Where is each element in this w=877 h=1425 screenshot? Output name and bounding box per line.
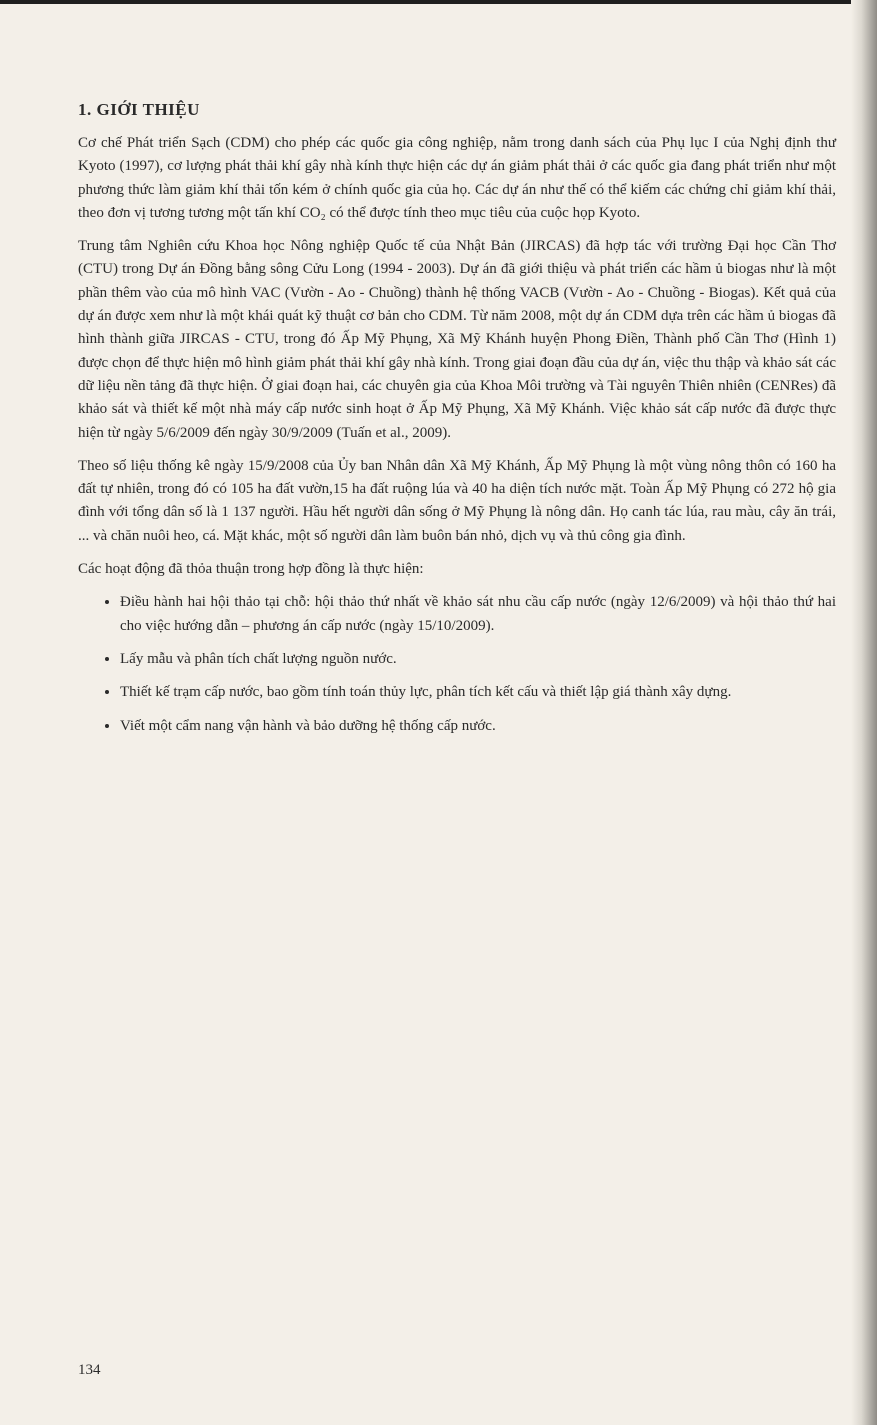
list-item: • Điều hành hai hội thảo tại chỗ: hội thảo thứ nhất về khảo sát nhu cầu cấp nước (ngày 12/6/2009) và hội thảo thứ hai cho việc hướng dẫn – phương án cấp nước (ngày 15/10/2009). [120, 591, 836, 638]
activity-list [78, 591, 836, 737]
paragraph-jircas: Trung tâm Nghiên cứu Khoa học Nông nghiệp Quốc tế của Nhật Bản (JIRCAS) đã hợp tác với trường Đại học Cần Thơ (CTU) trong Dự án Đồng bằng sông Cửu Long (1994 - 2003). Dự án đã giới thiệu và phát triển các hầm ủ biogas như là một phần thêm vào của mô hình VAC (Vườn - Ao - Chuồng) thành hệ thống VACB (Vườn - Ao - Chuồng - Biogas). Kết quả của dự án được xem như là một khái quát kỹ thuật cơ bản cho CDM. Từ năm 2008, một dự án CDM dựa trên các hầm ủ biogas đã hình thành giữa JIRCAS - CTU, trong đó Ấp Mỹ Phụng, Xã Mỹ Khánh huyện Phong Điền, Thành phố Cần Thơ (Hình 1) được chọn để thực hiện mô hình giảm phát thải khí gây nhà kính. Trong giai đoạn đầu của dự án, việc thu thập và khảo sát các dữ liệu nền tảng đã thực hiện. Ở giai đoạn hai, các chuyên gia của Khoa Môi trường và Tài nguyên Thiên nhiên (CENRes) đã khảo sát và thiết kế một nhà máy cấp nước sinh hoạt ở Ấp Mỹ Phụng, Xã Mỹ Khánh. Việc khảo sát cấp nước đã được thực hiện từ ngày 5/6/2009 đến ngày 30/9/2009 (Tuấn et al., 2009). [78, 238, 836, 441]
page-number: 134 [78, 1362, 101, 1378]
section-title: 1. GIỚI THIỆU [78, 100, 200, 119]
page-binding-shadow [851, 0, 877, 1425]
list-item: • Viết một cẩm nang vận hành và bảo dưỡng hệ thống cấp nước. [120, 715, 836, 738]
paragraph-activities: Các hoạt động đã thỏa thuận trong hợp đồng là thực hiện: [78, 561, 424, 578]
paragraph-cdm: Cơ chế Phát triển Sạch (CDM) cho phép các quốc gia công nghiệp, nằm trong danh sách của Phụ lục I của Nghị định thư Kyoto (1997), cơ lượng phát thải khí gây nhà kính thực hiện các dự án giảm phát thải ở các quốc gia đang phát triển như một phương thức làm giảm khí thải tốn kém ở chính quốc gia của họ. Các dự án như thế có thể kiếm các chứng chỉ giảm khí thải, theo đơn vị tương tương một tấn khí CO₂ có thể được tính theo mục tiêu của cuộc họp Kyoto. [78, 135, 836, 221]
page-top-edge [0, 0, 877, 4]
list-item: • Lấy mẫu và phân tích chất lượng nguồn nước. [120, 648, 836, 671]
paragraph-statistics: Theo số liệu thống kê ngày 15/9/2008 của Ủy ban Nhân dân Xã Mỹ Khánh, Ấp Mỹ Phụng là một vùng nông thôn có 160 ha đất tự nhiên, trong đó có 105 ha đất vườn,15 ha đất ruộng lúa và 40 ha diện tích nước mặt. Toàn Ấp Mỹ Phụng có 272 hộ gia đình với tổng dân số là 1 137 người. Hầu hết người dân sống ở Mỹ Phụng là nông dân. Họ canh tác lúa, rau màu, cây ăn trái, ... và chăn nuôi heo, cá. Mặt khác, một số người dân làm buôn bán nhỏ, dịch vụ và thủ công gia đình. [78, 457, 836, 544]
page-content [78, 100, 836, 748]
list-item: • Thiết kế trạm cấp nước, bao gồm tính toán thủy lực, phân tích kết cấu và thiết lập giá thành xây dựng. [120, 681, 836, 704]
